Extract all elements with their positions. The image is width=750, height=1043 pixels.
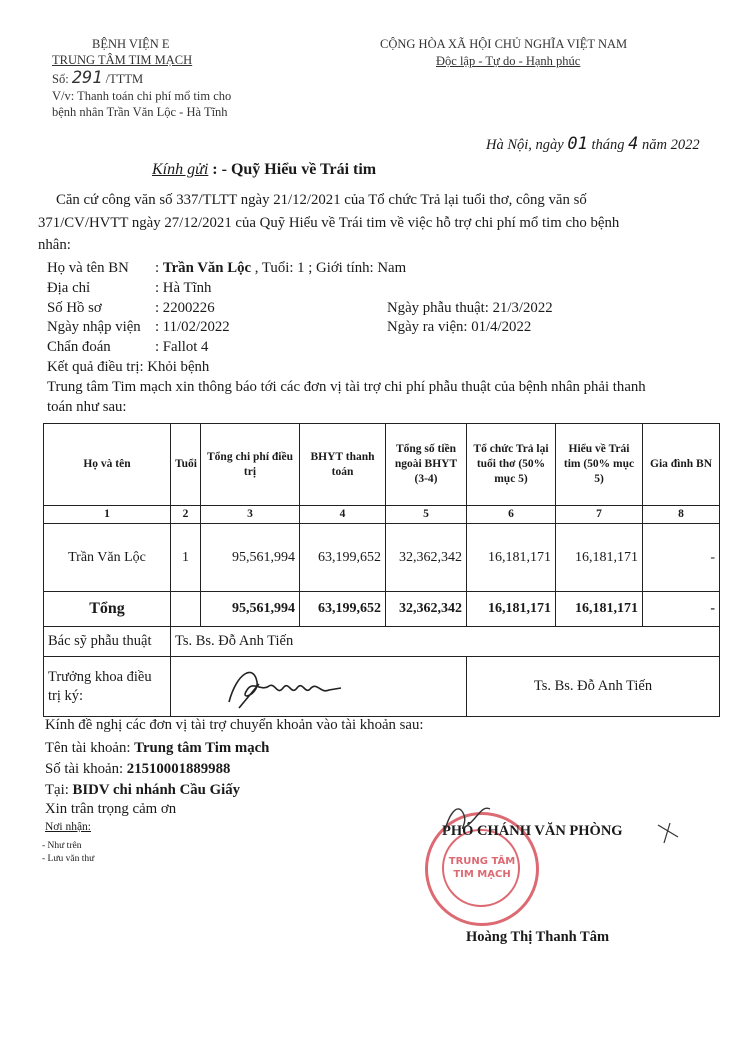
col-number: 5: [386, 506, 467, 524]
cell-total-insurance: 63,199,652: [300, 592, 386, 627]
patient-name-line: [155, 259, 406, 279]
cell-total-non-insurance: 32,362,342: [386, 592, 467, 627]
table-header: BHYT thanh toán: [300, 424, 386, 506]
cell-family-share: -: [643, 524, 720, 592]
table-header: Gia đình BN: [643, 424, 720, 506]
head-signature-cell: [171, 657, 467, 717]
cell-total-cost: 95,561,994: [201, 592, 300, 627]
org-line-2: TRUNG TÂM TIM MẠCH: [52, 53, 193, 67]
col-number: 6: [467, 506, 556, 524]
date-month-label: tháng: [591, 137, 625, 153]
patient-name-label: Họ và tên BN: [47, 260, 129, 276]
doc-no-suffix: /TTTM: [105, 72, 144, 86]
salutation: [152, 161, 376, 179]
head-value: Ts. Bs. Đỗ Anh Tiến: [467, 657, 720, 717]
bank-name: BIDV chi nhánh Cầu Giấy: [72, 782, 241, 798]
patient-name: Trần Văn Lộc: [162, 260, 252, 276]
cell-total-fund-share: 16,181,171: [556, 592, 643, 627]
date-year: năm 2022: [642, 137, 700, 153]
record-value: : 2200226: [155, 300, 215, 316]
table-header: Hiểu về Trái tim (50% mục 5): [556, 424, 643, 506]
diagnosis-value: : Fallot 4: [155, 339, 209, 355]
salutation-recipient: : - Quỹ Hiểu về Trái tim: [212, 161, 377, 178]
stamp-text: [428, 855, 536, 881]
date-month: 4: [628, 134, 639, 154]
cell-non-insurance: 32,362,342: [386, 524, 467, 592]
signer-name: Hoàng Thị Thanh Tâm: [466, 929, 610, 945]
diagnosis-label: Chẩn đoán: [47, 339, 111, 355]
recipient-item: - Lưu văn thư: [42, 854, 95, 864]
discharge-date: Ngày ra viện: 01/4/2022: [387, 319, 532, 335]
transfer-request: Kính đề nghị các đơn vị tài trợ chuyển khoản vào tài khoản sau:: [45, 717, 424, 733]
recipients-label: Nơi nhận:: [45, 821, 92, 833]
col-number: 3: [201, 506, 300, 524]
document-number: [52, 70, 143, 87]
bank-line: [45, 781, 240, 801]
table-header: Tổ chức Trả lại tuổi thơ (50% mục 5): [467, 424, 556, 506]
table-header: Tuổi: [171, 424, 201, 506]
signer-title: PHÓ CHÁNH VĂN PHÒNG: [442, 823, 623, 839]
recipient-item: - Như trên: [42, 841, 82, 851]
doc-no-handwritten: 291: [71, 68, 103, 88]
date-day: 01: [567, 134, 588, 154]
intro-line-2: 371/CV/HVTT ngày 27/12/2021 của Quỹ Hiểu về Trái tim về việc hỗ trợ chi phí mổ tim cho bệnh: [38, 215, 620, 231]
account-number-label: Số tài khoản:: [45, 761, 124, 777]
patient-name-rest: , Tuổi: 1 ; Giới tính: Nam: [254, 260, 407, 276]
head-label-line-2: trị ký:: [48, 687, 84, 704]
head-signature-row: [44, 657, 720, 717]
account-name-label: Tên tài khoản:: [45, 740, 131, 756]
treatment-result: Kết quả điều trị: Khỏi bệnh: [47, 359, 210, 375]
surgeon-value: Ts. Bs. Đỗ Anh Tiến: [171, 627, 720, 657]
notice-line-1: Trung tâm Tim mạch xin thông báo tới các đơn vị tài trợ chi phí phẫu thuật của bệnh nhân phải thanh: [47, 379, 646, 395]
doc-no-prefix: Số:: [52, 72, 69, 86]
cell-name: Trần Văn Lộc: [44, 524, 171, 592]
cell-total-cost: 95,561,994: [201, 524, 300, 592]
date-prefix: Hà Nội, ngày: [486, 137, 564, 153]
recipient-list: [42, 840, 94, 866]
col-number: 7: [556, 506, 643, 524]
record-label: Số Hồ sơ: [47, 300, 102, 316]
table-header: Tổng số tiền ngoài BHYT (3-4): [386, 424, 467, 506]
cell-org-share: 16,181,171: [467, 524, 556, 592]
cell-age: 1: [171, 524, 201, 592]
account-number-line: [45, 760, 230, 780]
cell-total-label: Tổng: [44, 592, 171, 627]
col-number: 8: [643, 506, 720, 524]
cell-fund-share: 16,181,171: [556, 524, 643, 592]
table-header: Tổng chi phí điều trị: [201, 424, 300, 506]
cell-insurance: 63,199,652: [300, 524, 386, 592]
admission-value: : 11/02/2022: [155, 319, 230, 335]
handwritten-signature: [219, 662, 369, 712]
intro-line-1: Căn cứ công văn số 337/TLTT ngày 21/12/2021 của Tổ chức Trả lại tuổi thơ, công văn số: [56, 192, 587, 208]
signer-handwriting: [438, 795, 708, 855]
table-column-number-row: [44, 506, 720, 524]
address-label: Địa chỉ: [47, 280, 91, 296]
col-number: 2: [171, 506, 201, 524]
subject-line-1: V/v: Thanh toán chi phí mổ tim cho: [52, 89, 232, 103]
patient-name-colon: :: [155, 260, 160, 276]
stamp-text-line-1: TRUNG TÂM: [448, 856, 516, 867]
bank-label: Tại:: [45, 782, 69, 798]
surgery-date: Ngày phẫu thuật: 21/3/2022: [387, 300, 553, 316]
table-header-row: [44, 424, 720, 506]
surgeon-row: [44, 627, 720, 657]
intro-line-3: nhân:: [38, 237, 71, 253]
date-line: [486, 134, 700, 154]
admission-label: Ngày nhập viện: [47, 319, 141, 335]
country-line-2: Độc lập - Tự do - Hạnh phúc: [436, 54, 581, 68]
account-name: Trung tâm Tim mạch: [134, 740, 270, 756]
head-label: [44, 657, 171, 717]
col-number: 1: [44, 506, 171, 524]
salutation-label: Kính gửi: [152, 161, 209, 178]
cell-total-age: [171, 592, 201, 627]
thanks: Xin trân trọng cảm ơn: [45, 801, 177, 817]
col-number: 4: [300, 506, 386, 524]
account-number: 21510001889988: [126, 761, 231, 777]
table-total-row: [44, 592, 720, 627]
org-line-1: BỆNH VIỆN E: [92, 37, 170, 51]
account-name-line: [45, 739, 269, 759]
stamp-text-line-2: TIM MẠCH: [453, 869, 511, 880]
country-line-1: CỘNG HÒA XÃ HỘI CHỦ NGHĨA VIỆT NAM: [380, 37, 628, 51]
cost-table: [43, 423, 720, 717]
address-value: : Hà Tĩnh: [155, 280, 212, 296]
subject-line-2: bệnh nhân Trần Văn Lộc - Hà Tĩnh: [52, 105, 228, 119]
notice-line-2: toán như sau:: [47, 399, 127, 415]
table-header: Họ và tên: [44, 424, 171, 506]
cell-total-family-share: -: [643, 592, 720, 627]
surgeon-label: Bác sỹ phẫu thuật: [44, 627, 171, 657]
table-row: [44, 524, 720, 592]
cell-total-org-share: 16,181,171: [467, 592, 556, 627]
head-label-line-1: Trưởng khoa điều: [48, 668, 152, 685]
